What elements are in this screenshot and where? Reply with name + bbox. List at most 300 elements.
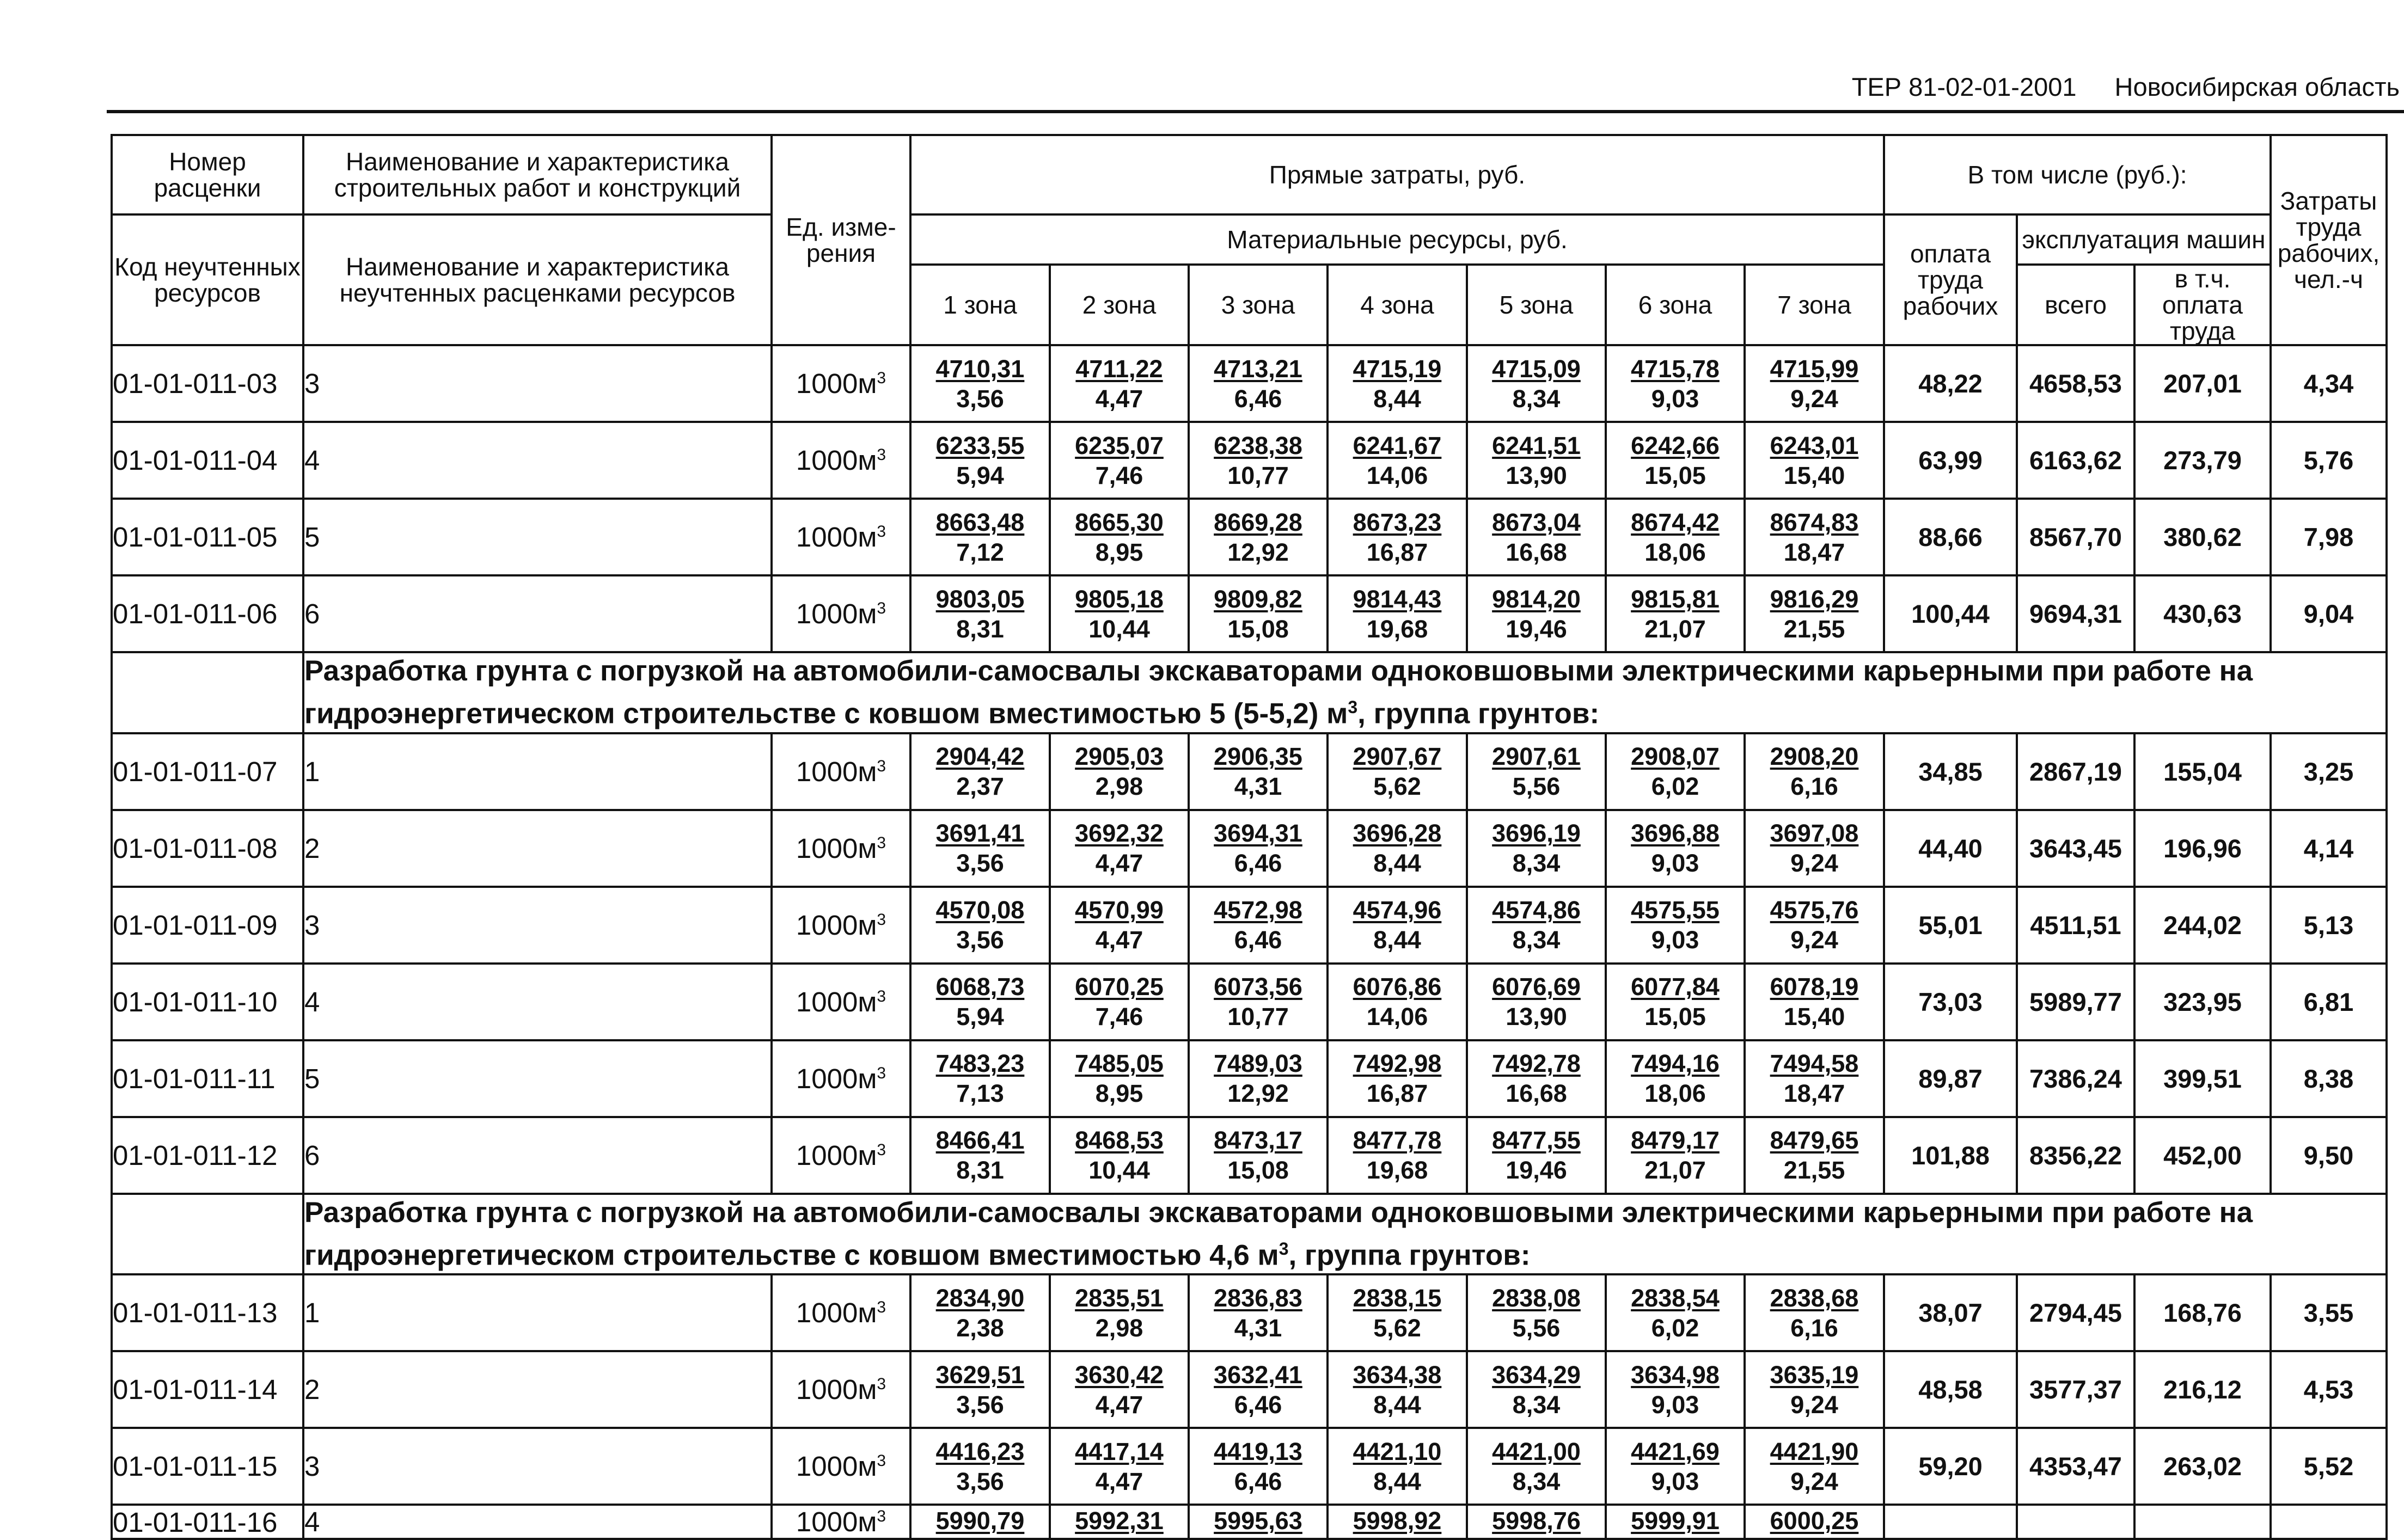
unit-cell	[772, 810, 910, 887]
direct-cost: 2904,42	[935, 743, 1025, 771]
material-cost: 8,44	[1373, 1467, 1421, 1495]
zone-cost-cell	[1467, 575, 1606, 652]
direct-cost: 4417,14	[1075, 1437, 1164, 1465]
section-heading	[303, 1194, 2387, 1275]
header-zone-2: 2 зона	[1050, 265, 1189, 345]
material-cost: 8,44	[1373, 384, 1421, 413]
machines-labor: 168,76	[2134, 1274, 2271, 1351]
zone-cost-cell	[1328, 1274, 1467, 1351]
direct-cost: 6241,67	[1353, 431, 1442, 459]
unit-sup: 3	[877, 1298, 886, 1317]
table-row	[112, 1040, 2387, 1117]
material-cost: 14,06	[1366, 1003, 1428, 1031]
machines-labor: 430,63	[2134, 575, 2271, 652]
zone-cost-cell	[1467, 1505, 1606, 1539]
table-row	[112, 1428, 2387, 1505]
zone-cost-cell	[1606, 733, 1745, 810]
material-cost: 15,40	[1783, 461, 1845, 489]
labor-hours: 9,04	[2271, 575, 2387, 652]
unit-sup: 3	[877, 1507, 886, 1526]
zone-cost-cell	[1745, 1505, 1884, 1539]
direct-cost: 4715,09	[1492, 354, 1581, 383]
labor-hours: 5,13	[2271, 887, 2387, 964]
zone-cost-cell	[1606, 575, 1745, 652]
zone-cost-cell	[1606, 1428, 1745, 1505]
unit-text: 1000м	[796, 521, 877, 553]
labor-pay: 63,99	[1884, 422, 2017, 499]
direct-cost: 8665,30	[1075, 508, 1164, 536]
material-cost: 12,92	[1227, 538, 1289, 566]
machines-labor: 155,04	[2134, 733, 2271, 810]
zone-cost-cell	[1467, 499, 1606, 575]
direct-cost: 4715,19	[1353, 354, 1442, 383]
direct-cost: 5992,31	[1075, 1507, 1164, 1535]
zone-cost-cell	[1745, 1274, 1884, 1351]
direct-cost: 8473,17	[1214, 1126, 1302, 1155]
material-cost: 2,98	[1095, 1314, 1143, 1342]
material-cost: 4,31	[1234, 772, 1282, 801]
zone-cost-cell	[1745, 345, 1884, 422]
material-cost: 10,77	[1227, 461, 1289, 489]
labor-pay: 100,44	[1884, 575, 2017, 652]
direct-cost: 4574,96	[1353, 896, 1442, 924]
machines-labor: 323,95	[2134, 964, 2271, 1040]
unit-cell	[772, 499, 910, 575]
header-zone-6: 6 зона	[1606, 265, 1745, 345]
zone-cost-cell	[1745, 575, 1884, 652]
material-cost: 4,31	[1234, 1314, 1282, 1342]
direct-cost: 2835,51	[1075, 1284, 1164, 1312]
empty-cell	[1884, 1505, 2017, 1539]
header-resource-name: Наименование и характеристика неучтенных расценками ресурсов	[303, 214, 772, 345]
zone-cost-cell	[1189, 422, 1328, 499]
direct-cost: 5990,79	[935, 1507, 1025, 1535]
zone-cost-cell	[1050, 1428, 1189, 1505]
unit-sup: 3	[877, 757, 886, 775]
zone-cost-cell	[1745, 1351, 1884, 1428]
section-text: Разработка грунта с погрузкой на автомобили-самосвалы экскаваторами одноковшовыми электрическими карьерными при работе на гидроэнергетическом строительстве с ковшом вместимостью 5 (5-5,2) м	[304, 655, 2253, 730]
unit-text: 1000м	[796, 598, 877, 629]
zone-cost-cell	[1189, 1040, 1328, 1117]
material-cost: 7,46	[1095, 1003, 1143, 1031]
direct-cost: 4421,10	[1353, 1437, 1442, 1465]
direct-cost: 6078,19	[1770, 973, 1859, 1001]
zone-cost-cell	[1189, 733, 1328, 810]
unit-sup: 3	[877, 910, 886, 929]
labor-pay: 55,01	[1884, 887, 2017, 964]
direct-cost: 8673,23	[1353, 508, 1442, 536]
direct-cost: 3630,42	[1075, 1360, 1164, 1389]
material-cost: 4,47	[1095, 1390, 1143, 1419]
material-cost: 19,68	[1366, 615, 1428, 643]
zone-cost-cell	[1050, 499, 1189, 575]
zone-cost-cell	[910, 1274, 1050, 1351]
direct-cost: 4572,98	[1214, 896, 1302, 924]
direct-cost: 4421,69	[1631, 1437, 1720, 1465]
machines-labor: 196,96	[2134, 810, 2271, 887]
zone-cost-cell	[1606, 1274, 1745, 1351]
header-material-resources: Материальные ресурсы, руб.	[910, 214, 1884, 265]
ground-group: 6	[303, 575, 772, 652]
machines-total: 6163,62	[2017, 422, 2134, 499]
material-cost: 6,02	[1651, 772, 1699, 801]
direct-cost: 9814,20	[1492, 585, 1581, 613]
direct-cost: 6000,25	[1770, 1507, 1859, 1535]
material-cost: 15,08	[1227, 615, 1289, 643]
material-cost: 13,90	[1506, 461, 1567, 489]
labor-hours: 6,81	[2271, 964, 2387, 1040]
table-row	[112, 887, 2387, 964]
machines-labor: 452,00	[2134, 1117, 2271, 1194]
direct-cost: 8479,17	[1631, 1126, 1720, 1155]
direct-cost: 7485,05	[1075, 1050, 1164, 1078]
labor-pay: 34,85	[1884, 733, 2017, 810]
material-cost: 19,46	[1506, 1156, 1567, 1185]
direct-cost: 3634,38	[1353, 1360, 1442, 1389]
direct-cost: 3635,19	[1770, 1360, 1859, 1389]
labor-hours: 5,76	[2271, 422, 2387, 499]
machines-labor: 399,51	[2134, 1040, 2271, 1117]
unit-text: 1000м	[796, 1297, 877, 1329]
unit-cell	[772, 575, 910, 652]
material-cost: 8,34	[1512, 1390, 1561, 1419]
table-row	[112, 1351, 2387, 1428]
zone-cost-cell	[1189, 1274, 1328, 1351]
empty-cell	[112, 1194, 303, 1275]
direct-cost: 5998,76	[1492, 1507, 1581, 1535]
direct-cost: 9816,29	[1770, 585, 1859, 613]
header-zone-5: 5 зона	[1467, 265, 1606, 345]
header-machines-labor: в т.ч. оплата труда	[2134, 265, 2271, 345]
unit-text: 1000м	[796, 756, 877, 787]
direct-cost: 9809,82	[1214, 585, 1302, 613]
unit-text: 1000м	[796, 1374, 877, 1406]
zone-cost-cell	[1606, 1117, 1745, 1194]
material-cost: 6,16	[1790, 1314, 1838, 1342]
material-cost: 15,05	[1644, 461, 1706, 489]
unit-sup: 3	[877, 446, 886, 464]
material-cost: 16,87	[1366, 1079, 1428, 1108]
zone-cost-cell	[910, 887, 1050, 964]
material-cost: 3,56	[956, 1390, 1004, 1419]
zone-cost-cell	[1328, 345, 1467, 422]
direct-cost: 3697,08	[1770, 819, 1859, 848]
zone-cost-cell	[1328, 499, 1467, 575]
material-cost: 8,31	[956, 1156, 1004, 1185]
direct-cost: 8477,78	[1353, 1126, 1442, 1155]
labor-hours: 4,53	[2271, 1351, 2387, 1428]
material-cost: 4,47	[1095, 926, 1143, 954]
zone-cost-cell	[1050, 810, 1189, 887]
page-header	[107, 70, 2404, 113]
unit-sup: 3	[877, 1064, 886, 1082]
direct-cost: 7492,78	[1492, 1050, 1581, 1078]
material-cost: 8,34	[1512, 926, 1561, 954]
material-cost: 19,46	[1506, 615, 1567, 643]
zone-cost-cell	[1328, 1428, 1467, 1505]
direct-cost: 3691,41	[935, 819, 1025, 848]
empty-cell	[112, 652, 303, 733]
header-zone-4: 4 зона	[1328, 265, 1467, 345]
direct-cost: 6242,66	[1631, 431, 1720, 459]
labor-hours: 8,38	[2271, 1040, 2387, 1117]
zone-cost-cell	[1745, 887, 1884, 964]
direct-cost: 2908,07	[1631, 743, 1720, 771]
table-row	[112, 1117, 2387, 1194]
machines-labor: 207,01	[2134, 345, 2271, 422]
zone-cost-cell	[1189, 1505, 1328, 1539]
material-cost: 8,95	[1095, 1079, 1143, 1108]
unit-text: 1000м	[796, 1139, 877, 1171]
zone-cost-cell	[910, 964, 1050, 1040]
machines-total: 4353,47	[2017, 1428, 2134, 1505]
material-cost: 6,46	[1234, 849, 1282, 878]
zone-cost-cell	[1189, 1117, 1328, 1194]
header-machines: эксплуатация машин	[2017, 214, 2271, 265]
direct-cost: 2908,20	[1770, 743, 1859, 771]
labor-pay: 88,66	[1884, 499, 2017, 575]
section-text: Разработка грунта с погрузкой на автомобили-самосвалы экскаваторами одноковшовыми электрическими карьерными при работе на гидроэнергетическом строительстве с ковшом вместимостью 4,6 м	[304, 1196, 2253, 1272]
zone-cost-cell	[910, 575, 1050, 652]
material-cost: 21,07	[1644, 1156, 1706, 1185]
ground-group: 3	[303, 1428, 772, 1505]
direct-cost: 8468,53	[1075, 1126, 1164, 1155]
table-row	[112, 810, 2387, 887]
direct-cost: 6076,86	[1353, 973, 1442, 1001]
unit-text: 1000м	[796, 832, 877, 864]
machines-total: 2794,45	[2017, 1274, 2134, 1351]
zone-cost-cell	[1606, 499, 1745, 575]
zone-cost-cell	[1050, 1351, 1189, 1428]
labor-hours: 4,14	[2271, 810, 2387, 887]
rate-code: 01-01-011-09	[112, 887, 303, 964]
direct-cost: 4419,13	[1214, 1437, 1302, 1465]
header-resource-code: Код неучтенных ресурсов	[112, 214, 303, 345]
header-direct-costs: Прямые затраты, руб.	[910, 135, 1884, 214]
zone-cost-cell	[1189, 345, 1328, 422]
material-cost: 21,55	[1783, 1156, 1845, 1185]
direct-cost: 6070,25	[1075, 973, 1164, 1001]
direct-cost: 9803,05	[935, 585, 1025, 613]
ground-group: 4	[303, 422, 772, 499]
direct-cost: 2907,61	[1492, 743, 1581, 771]
zone-cost-cell	[1467, 1274, 1606, 1351]
machines-labor: 216,12	[2134, 1351, 2271, 1428]
direct-cost: 4421,00	[1492, 1437, 1581, 1465]
zone-cost-cell	[1606, 1351, 1745, 1428]
machines-total: 2867,19	[2017, 733, 2134, 810]
zone-cost-cell	[910, 1428, 1050, 1505]
unit-sup: 3	[877, 1140, 886, 1159]
header-unit: Ед. изме-рения	[772, 135, 910, 345]
zone-cost-cell	[1467, 1117, 1606, 1194]
zone-cost-cell	[1050, 1117, 1189, 1194]
labor-hours: 7,98	[2271, 499, 2387, 575]
rate-code: 01-01-011-08	[112, 810, 303, 887]
ground-group: 3	[303, 887, 772, 964]
material-cost: 2,38	[956, 1314, 1004, 1342]
material-cost: 9,24	[1790, 849, 1838, 878]
direct-cost: 2838,08	[1492, 1284, 1581, 1312]
direct-cost: 7494,16	[1631, 1050, 1720, 1078]
material-cost: 6,46	[1234, 384, 1282, 413]
table-body	[112, 345, 2387, 1539]
table-row	[112, 575, 2387, 652]
rate-code: 01-01-011-04	[112, 422, 303, 499]
table-row	[112, 964, 2387, 1040]
material-cost: 8,31	[956, 615, 1004, 643]
unit-text: 1000м	[796, 368, 877, 399]
zone-cost-cell	[1189, 887, 1328, 964]
table-row	[112, 422, 2387, 499]
zone-cost-cell	[910, 1351, 1050, 1428]
machines-labor: 263,02	[2134, 1428, 2271, 1505]
material-cost: 3,56	[956, 926, 1004, 954]
zone-cost-cell	[1606, 810, 1745, 887]
direct-cost: 4570,08	[935, 896, 1025, 924]
zone-cost-cell	[1189, 964, 1328, 1040]
material-cost: 9,24	[1790, 1467, 1838, 1495]
rates-table	[111, 134, 2388, 1540]
direct-cost: 8673,04	[1492, 508, 1581, 536]
material-cost: 8,34	[1512, 384, 1561, 413]
doc-code: ТЕР 81-02-01-2001	[1851, 72, 2077, 101]
rate-code: 01-01-011-16	[112, 1505, 303, 1539]
material-cost: 12,92	[1227, 1079, 1289, 1108]
material-cost: 5,56	[1512, 1314, 1561, 1342]
zone-cost-cell	[1745, 810, 1884, 887]
ground-group: 1	[303, 1274, 772, 1351]
zone-cost-cell	[1050, 1274, 1189, 1351]
labor-pay: 101,88	[1884, 1117, 2017, 1194]
zone-cost-cell	[1328, 887, 1467, 964]
zone-cost-cell	[1745, 422, 1884, 499]
zone-cost-cell	[1050, 733, 1189, 810]
material-cost: 16,68	[1506, 1079, 1567, 1108]
material-cost: 14,06	[1366, 461, 1428, 489]
direct-cost: 3694,31	[1214, 819, 1302, 848]
ground-group: 5	[303, 499, 772, 575]
section-row	[112, 1194, 2387, 1275]
direct-cost: 8663,48	[935, 508, 1025, 536]
zone-cost-cell	[1745, 733, 1884, 810]
material-cost: 10,44	[1088, 615, 1150, 643]
unit-text: 1000м	[796, 1063, 877, 1094]
section-row	[112, 652, 2387, 733]
unit-sup: 3	[877, 369, 886, 387]
labor-hours: 3,25	[2271, 733, 2387, 810]
unit-cell	[772, 1351, 910, 1428]
zone-cost-cell	[1467, 1351, 1606, 1428]
zone-cost-cell	[1328, 575, 1467, 652]
zone-cost-cell	[1606, 964, 1745, 1040]
zone-cost-cell	[910, 345, 1050, 422]
labor-pay: 48,58	[1884, 1351, 2017, 1428]
direct-cost: 6241,51	[1492, 431, 1581, 459]
zone-cost-cell	[1328, 964, 1467, 1040]
unit-cell	[772, 422, 910, 499]
rate-code: 01-01-011-11	[112, 1040, 303, 1117]
direct-cost: 3692,32	[1075, 819, 1164, 848]
header-zone-3: 3 зона	[1189, 265, 1328, 345]
direct-cost: 6073,56	[1214, 973, 1302, 1001]
direct-cost: 2907,67	[1353, 743, 1442, 771]
header-machines-total: всего	[2017, 265, 2134, 345]
zone-cost-cell	[1606, 1505, 1745, 1539]
unit-sup: 3	[877, 1452, 886, 1470]
direct-cost: 3696,28	[1353, 819, 1442, 848]
direct-cost: 2838,15	[1353, 1284, 1442, 1312]
direct-cost: 7492,98	[1353, 1050, 1442, 1078]
direct-cost: 4715,99	[1770, 354, 1859, 383]
zone-cost-cell	[1328, 1040, 1467, 1117]
machines-total: 8567,70	[2017, 499, 2134, 575]
material-cost: 10,44	[1088, 1156, 1150, 1185]
ground-group: 4	[303, 1505, 772, 1539]
material-cost: 21,07	[1644, 615, 1706, 643]
table-row-partial	[112, 1505, 2387, 1539]
zone-cost-cell	[1328, 1505, 1467, 1539]
direct-cost: 7489,03	[1214, 1050, 1302, 1078]
rate-code: 01-01-011-06	[112, 575, 303, 652]
section-sup: 3	[1348, 697, 1358, 717]
material-cost: 7,46	[1095, 461, 1143, 489]
direct-cost: 3696,19	[1492, 819, 1581, 848]
unit-cell	[772, 733, 910, 810]
zone-cost-cell	[910, 733, 1050, 810]
direct-cost: 6238,38	[1214, 431, 1302, 459]
direct-cost: 4421,90	[1770, 1437, 1859, 1465]
material-cost: 7,13	[956, 1079, 1004, 1108]
zone-cost-cell	[910, 499, 1050, 575]
machines-total: 3577,37	[2017, 1351, 2134, 1428]
unit-text: 1000м	[796, 1506, 877, 1538]
labor-pay: 59,20	[1884, 1428, 2017, 1505]
machines-total: 5989,77	[2017, 964, 2134, 1040]
machines-total: 4511,51	[2017, 887, 2134, 964]
zone-cost-cell	[1328, 733, 1467, 810]
zone-cost-cell	[1189, 1351, 1328, 1428]
zone-cost-cell	[1467, 1040, 1606, 1117]
material-cost: 2,37	[956, 772, 1004, 801]
direct-cost: 4416,23	[935, 1437, 1025, 1465]
machines-total: 3643,45	[2017, 810, 2134, 887]
direct-cost: 7494,58	[1770, 1050, 1859, 1078]
unit-sup: 3	[877, 987, 886, 1005]
labor-pay: 73,03	[1884, 964, 2017, 1040]
machines-labor: 273,79	[2134, 422, 2271, 499]
ground-group: 3	[303, 345, 772, 422]
direct-cost: 6235,07	[1075, 431, 1164, 459]
unit-cell	[772, 1505, 910, 1539]
ground-group: 4	[303, 964, 772, 1040]
material-cost: 15,08	[1227, 1156, 1289, 1185]
header-text	[1852, 72, 2400, 102]
zone-cost-cell	[1606, 1040, 1745, 1117]
material-cost: 7,12	[956, 538, 1004, 566]
ground-group: 5	[303, 1040, 772, 1117]
header-labor-pay: оплата труда рабочих	[1884, 214, 2017, 345]
unit-text: 1000м	[796, 909, 877, 941]
table-row	[112, 345, 2387, 422]
material-cost: 3,56	[956, 849, 1004, 878]
section-tail: , группа грунтов:	[1288, 1239, 1531, 1272]
material-cost: 9,24	[1790, 384, 1838, 413]
rate-code: 01-01-011-07	[112, 733, 303, 810]
direct-cost: 6233,55	[935, 431, 1025, 459]
table-row	[112, 1274, 2387, 1351]
zone-cost-cell	[910, 1505, 1050, 1539]
